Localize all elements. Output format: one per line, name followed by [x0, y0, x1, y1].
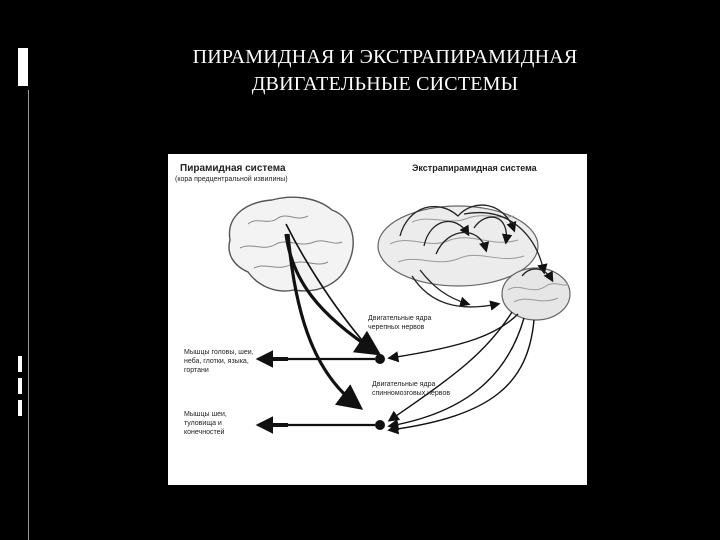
spinal-nuclei-label: Двигательные ядра спинномозговых нервов: [372, 381, 451, 397]
slide-title-line-2: ДВИГАТЕЛЬНЫЕ СИСТЕМЫ: [251, 73, 519, 95]
motor-systems-diagram: [168, 154, 587, 485]
slide-title-line-1: ПИРАМИДНАЯ И ЭКСТРАПИРАМИДНАЯ: [192, 46, 578, 68]
cranial-nucleus-node: [375, 354, 385, 364]
spinal-nucleus-node: [375, 420, 385, 430]
accent-bar-line: [28, 90, 29, 540]
cranial-nuclei-label: Двигательные ядра черепных нервов: [368, 315, 432, 331]
accent-bar-top: [18, 48, 28, 86]
accent-bar-mid-2: [18, 378, 22, 394]
slide-title: [150, 44, 620, 98]
accent-bar-mid-1: [18, 356, 22, 372]
pyramidal-system-label: Пирамидная система: [180, 163, 286, 174]
trunk-muscles-label: Мышцы шеи, туловища и конечностей: [184, 411, 227, 436]
brain-cortex-icon: [229, 197, 353, 291]
pyramidal-system-sublabel: (кора предцентральной извилины): [175, 176, 288, 183]
accent-bar-mid-3: [18, 400, 22, 416]
head-muscles-label: Мышцы головы, шеи, неба, глотки, языка, гортани: [184, 349, 254, 374]
extrapyramidal-system-label: Экстрапирамидная система: [412, 163, 537, 173]
